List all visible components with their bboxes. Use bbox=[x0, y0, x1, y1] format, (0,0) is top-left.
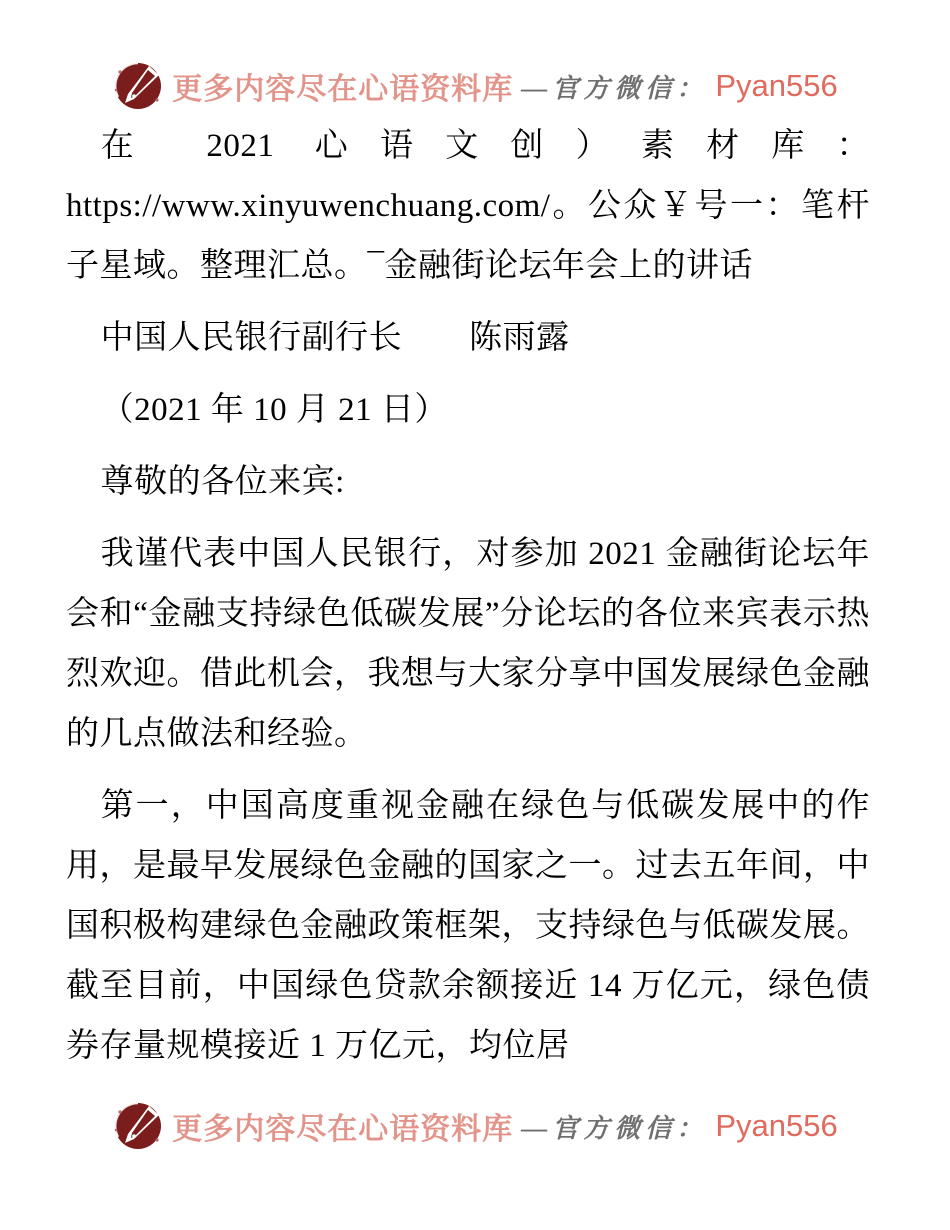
watermark-wechat-id: Pyan556 bbox=[715, 68, 838, 103]
footer-watermark bbox=[0, 1100, 950, 1152]
header-watermark bbox=[0, 60, 950, 112]
watermark-official-label: —官方微信： bbox=[521, 1113, 708, 1143]
watermark-official-label: —官方微信： bbox=[521, 73, 708, 103]
brand-logo-pen-icon bbox=[112, 60, 164, 112]
paragraph-point-one: 第一，中国高度重视金融在绿色与低碳发展中的作用，是最早发展绿色金融的国家之一。过去五年间，中国积极构建绿色金融政策框架，支持绿色与低碳发展。截至目前，中国绿色贷款余额接近 14 万亿元，绿色债券存量规模接近 1 万亿元，均位居 bbox=[66, 788, 871, 1064]
paragraph-date: （2021 年 10 月 21 日） bbox=[100, 392, 448, 428]
document-body bbox=[66, 116, 870, 1088]
paragraph-salutation: 尊敬的各位来宾: bbox=[100, 464, 345, 500]
watermark-wechat-id: Pyan556 bbox=[715, 1108, 838, 1143]
watermark-brand-text: 更多内容尽在心语资料库 bbox=[172, 1113, 514, 1146]
paragraph-intro: 我谨代表中国人民银行，对参加 2021 金融街论坛年会和“金融支持绿色低碳发展”分论坛的各位来宾表示热烈欢迎。借此机会，我想与大家分享中国发展绿色金融的几点做法和经验。 bbox=[66, 536, 870, 752]
watermark-brand-text: 更多内容尽在心语资料库 bbox=[172, 73, 514, 106]
paragraph-source-note-and-title: 在 2021 心语文创）素材库：https://www.xinyuwenchuang.com/。公众￥号一：笔杆子星域。整理汇总。¯金融街论坛年会上的讲话 bbox=[66, 128, 870, 284]
paragraph-speaker: 中国人民银行副行长 陈雨露 bbox=[100, 320, 570, 356]
brand-logo-pen-icon bbox=[112, 1100, 164, 1152]
